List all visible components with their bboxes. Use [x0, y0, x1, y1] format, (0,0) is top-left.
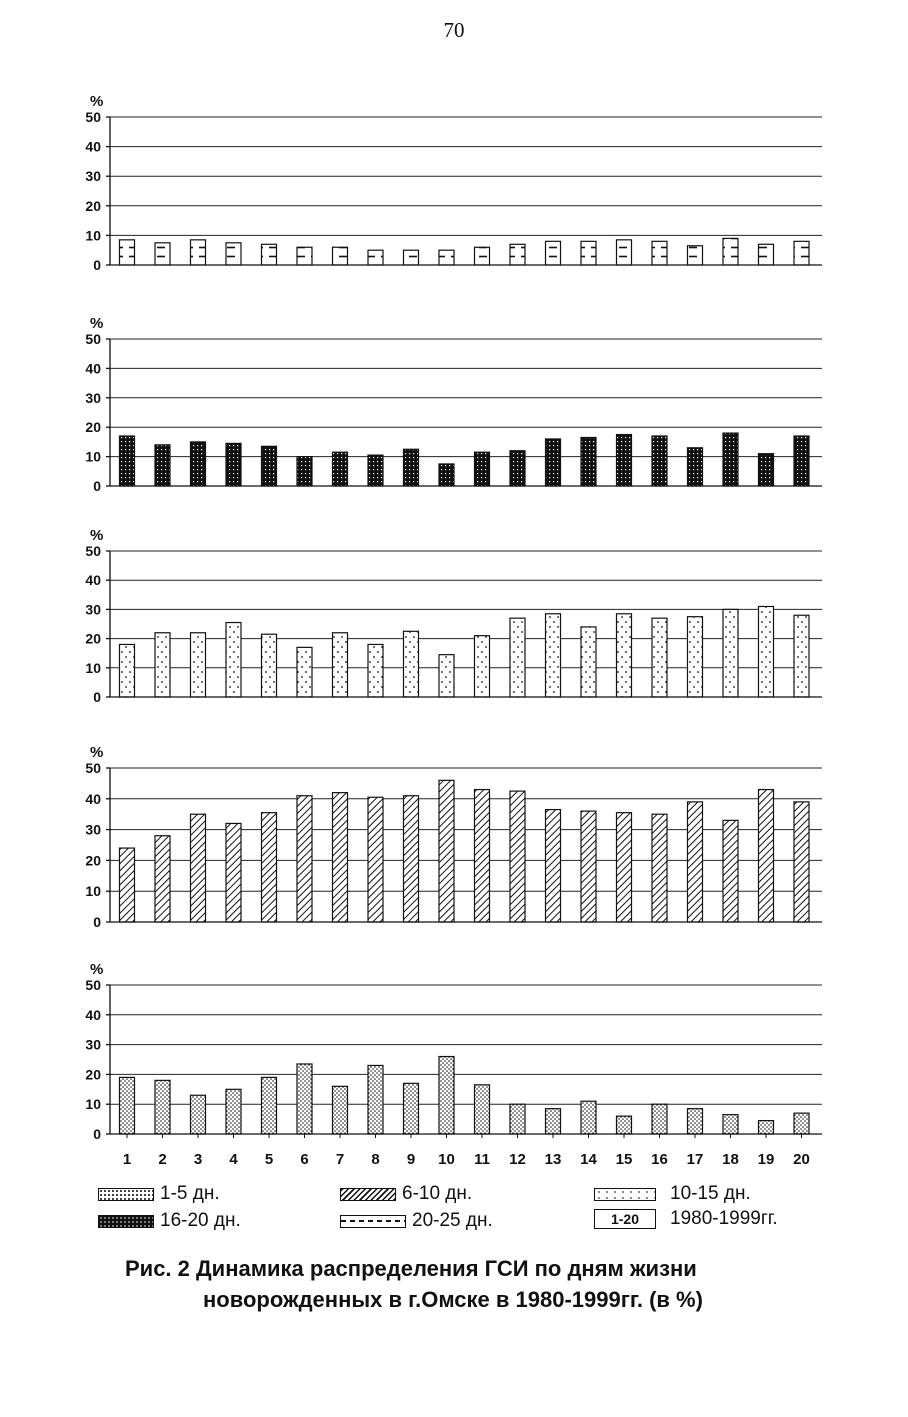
bar-1 [120, 848, 135, 922]
bar-2 [155, 836, 170, 922]
legend-label: 10-15 дн. [670, 1183, 751, 1204]
bar-4 [226, 823, 241, 922]
y-tick-label: 40 [85, 138, 101, 155]
bar-12 [510, 1104, 525, 1134]
bar-18 [723, 609, 738, 697]
x-tick-label: 16 [651, 1151, 668, 1168]
bar-9 [404, 1083, 419, 1134]
y-tick-label: 0 [93, 914, 101, 930]
y-tick-label: 0 [93, 689, 101, 705]
bar-11 [475, 452, 490, 486]
bar-1 [120, 436, 135, 486]
bar-6 [297, 1064, 312, 1134]
bar-2 [155, 633, 170, 697]
y-tick-label: 50 [85, 109, 101, 125]
legend-swatch-hatch [340, 1188, 396, 1201]
bar-17 [688, 1109, 703, 1134]
y-tick-label: 30 [85, 601, 101, 618]
bar-5 [262, 446, 277, 486]
bar-6 [297, 247, 312, 265]
x-tick-label: 1 [122, 1151, 132, 1168]
bar-8 [368, 644, 383, 697]
bar-13 [546, 1109, 561, 1134]
y-tick-label: 40 [85, 572, 101, 589]
legend-swatch-dashes [340, 1215, 406, 1228]
bar-19 [759, 606, 774, 697]
bar-1 [120, 1077, 135, 1134]
bar-11 [475, 790, 490, 922]
bar-7 [333, 247, 348, 265]
bar-4 [226, 243, 241, 265]
bar-2 [155, 1080, 170, 1134]
bar-8 [368, 1065, 383, 1134]
bar-14 [581, 437, 596, 486]
x-tick-label: 17 [686, 1151, 704, 1168]
x-tick-label: 9 [406, 1151, 416, 1168]
legend-label: 6-10 дн. [402, 1183, 473, 1204]
y-tick-label: 10 [85, 659, 101, 676]
bar-20 [794, 615, 809, 697]
x-tick-label: 20 [793, 1151, 810, 1168]
x-tick-label: 18 [722, 1151, 739, 1168]
x-tick-label: 7 [335, 1151, 345, 1168]
y-tick-label: 10 [85, 227, 101, 244]
legend-label: 16-20 дн. [160, 1210, 241, 1231]
bar-20 [794, 802, 809, 922]
x-tick-label: 13 [544, 1151, 562, 1168]
y-tick-label: 30 [85, 168, 101, 185]
bar-12 [510, 451, 525, 486]
bar-2 [155, 243, 170, 265]
bar-9 [404, 631, 419, 697]
bar-17 [688, 246, 703, 265]
y-tick-label: 40 [85, 360, 101, 377]
bar-10 [439, 250, 454, 265]
bar-12 [510, 791, 525, 922]
y-tick-label: 50 [85, 977, 101, 993]
bar-13 [546, 241, 561, 265]
bar-14 [581, 241, 596, 265]
bar-10 [439, 1057, 454, 1134]
legend-label: 20-25 дн. [412, 1210, 493, 1231]
bar-19 [759, 1121, 774, 1134]
bar-14 [581, 1101, 596, 1134]
y-tick-label: 0 [93, 1126, 101, 1142]
y-tick-label: 30 [85, 389, 101, 406]
y-tick-label: 50 [85, 331, 101, 347]
y-axis-label: % [90, 527, 104, 544]
bar-11 [475, 247, 490, 265]
bar-3 [191, 1095, 206, 1134]
figure-caption [125, 1253, 825, 1315]
bar-3 [191, 442, 206, 486]
bar-5 [262, 813, 277, 922]
bar-4 [226, 1089, 241, 1134]
y-axis-label: % [90, 961, 104, 978]
bar-12 [510, 244, 525, 265]
bar-7 [333, 633, 348, 697]
y-axis-label: % [90, 93, 104, 110]
y-tick-label: 20 [85, 852, 101, 869]
bar-16 [652, 814, 667, 922]
y-tick-label: 0 [93, 478, 101, 494]
bar-4 [226, 623, 241, 697]
y-tick-label: 40 [85, 790, 101, 807]
y-axis-label: % [90, 315, 104, 332]
legend-item-10-15 [594, 1183, 751, 1205]
bar-18 [723, 1115, 738, 1134]
legend-item-1-5 [98, 1183, 220, 1205]
bar-7 [333, 452, 348, 486]
page-number: 70 [443, 18, 465, 42]
y-tick-label: 0 [93, 257, 101, 273]
caption-line-2: новорожденных в г.Омске в 1980-1999гг. (в %) [203, 1287, 703, 1312]
bar-6 [297, 796, 312, 922]
bar-6 [297, 457, 312, 486]
x-tick-label: 2 [158, 1151, 167, 1168]
bar-10 [439, 780, 454, 922]
bar-16 [652, 436, 667, 486]
bar-16 [652, 1104, 667, 1134]
caption-line-1: Рис. 2 Динамика распределения ГСИ по дням жизни [125, 1256, 697, 1281]
bar-2 [155, 445, 170, 486]
x-tick-label: 3 [193, 1151, 203, 1168]
bar-10 [439, 464, 454, 486]
bar-9 [404, 796, 419, 922]
bar-6 [297, 647, 312, 697]
bar-17 [688, 802, 703, 922]
x-tick-label: 19 [757, 1151, 775, 1168]
y-tick-label: 10 [85, 1096, 101, 1113]
bar-15 [617, 240, 632, 265]
x-tick-label: 10 [438, 1151, 455, 1168]
bar-11 [475, 1085, 490, 1134]
y-tick-label: 20 [85, 1066, 101, 1083]
bar-16 [652, 241, 667, 265]
bar-1 [120, 644, 135, 697]
bar-5 [262, 1077, 277, 1134]
bar-3 [191, 633, 206, 697]
legend-label: 1980-1999гг. [670, 1208, 778, 1229]
bar-13 [546, 614, 561, 697]
bar-14 [581, 627, 596, 697]
bar-16 [652, 618, 667, 697]
bar-15 [617, 813, 632, 922]
bar-11 [475, 636, 490, 697]
y-tick-label: 20 [85, 630, 101, 647]
x-tick-label: 5 [264, 1151, 274, 1168]
bar-19 [759, 790, 774, 922]
y-tick-label: 30 [85, 1036, 101, 1053]
y-tick-label: 50 [85, 543, 101, 559]
bar-1 [120, 240, 135, 265]
bar-13 [546, 810, 561, 922]
y-tick-label: 30 [85, 821, 101, 838]
y-tick-label: 10 [85, 883, 101, 900]
x-tick-label: 11 [474, 1151, 490, 1168]
bar-7 [333, 793, 348, 922]
bar-15 [617, 614, 632, 697]
bar-19 [759, 244, 774, 265]
legend-item-16-20 [98, 1210, 241, 1232]
bar-12 [510, 618, 525, 697]
bar-20 [794, 1113, 809, 1134]
y-tick-label: 50 [85, 760, 101, 776]
legend-swatch-sparse-dots [594, 1188, 656, 1201]
bar-20 [794, 436, 809, 486]
x-tick-label: 8 [371, 1151, 380, 1168]
bar-9 [404, 250, 419, 265]
bar-3 [191, 814, 206, 922]
legend-label: 1-5 дн. [160, 1183, 220, 1204]
legend-swatch-dense-dots [98, 1188, 154, 1201]
bar-9 [404, 449, 419, 486]
bar-14 [581, 811, 596, 922]
bar-3 [191, 240, 206, 265]
y-axis-label: % [90, 744, 104, 761]
y-tick-label: 20 [85, 419, 101, 436]
bar-8 [368, 455, 383, 486]
legend-item-6-10 [340, 1183, 472, 1205]
y-tick-label: 10 [85, 448, 101, 465]
x-tick-label: 12 [509, 1151, 526, 1168]
x-tick-label: 4 [229, 1151, 238, 1168]
y-tick-label: 40 [85, 1006, 101, 1023]
legend-item-period [594, 1208, 778, 1230]
bar-20 [794, 241, 809, 265]
legend-item-20-25 [340, 1210, 493, 1232]
x-tick-label: 14 [580, 1151, 597, 1168]
bar-8 [368, 250, 383, 265]
legend-swatch-dark [98, 1215, 154, 1228]
bar-17 [688, 617, 703, 697]
bar-13 [546, 439, 561, 486]
bar-18 [723, 820, 738, 922]
bar-15 [617, 435, 632, 486]
bar-18 [723, 238, 738, 265]
bar-18 [723, 433, 738, 486]
bar-15 [617, 1116, 632, 1134]
bar-10 [439, 655, 454, 697]
bar-8 [368, 797, 383, 922]
legend-period-box: 1-20 [594, 1209, 656, 1229]
bar-17 [688, 448, 703, 486]
bar-5 [262, 244, 277, 265]
bar-7 [333, 1086, 348, 1134]
x-tick-label: 6 [300, 1151, 309, 1168]
x-tick-label: 15 [615, 1151, 633, 1168]
bar-4 [226, 443, 241, 486]
y-tick-label: 20 [85, 197, 101, 214]
bar-5 [262, 634, 277, 697]
bar-19 [759, 454, 774, 486]
